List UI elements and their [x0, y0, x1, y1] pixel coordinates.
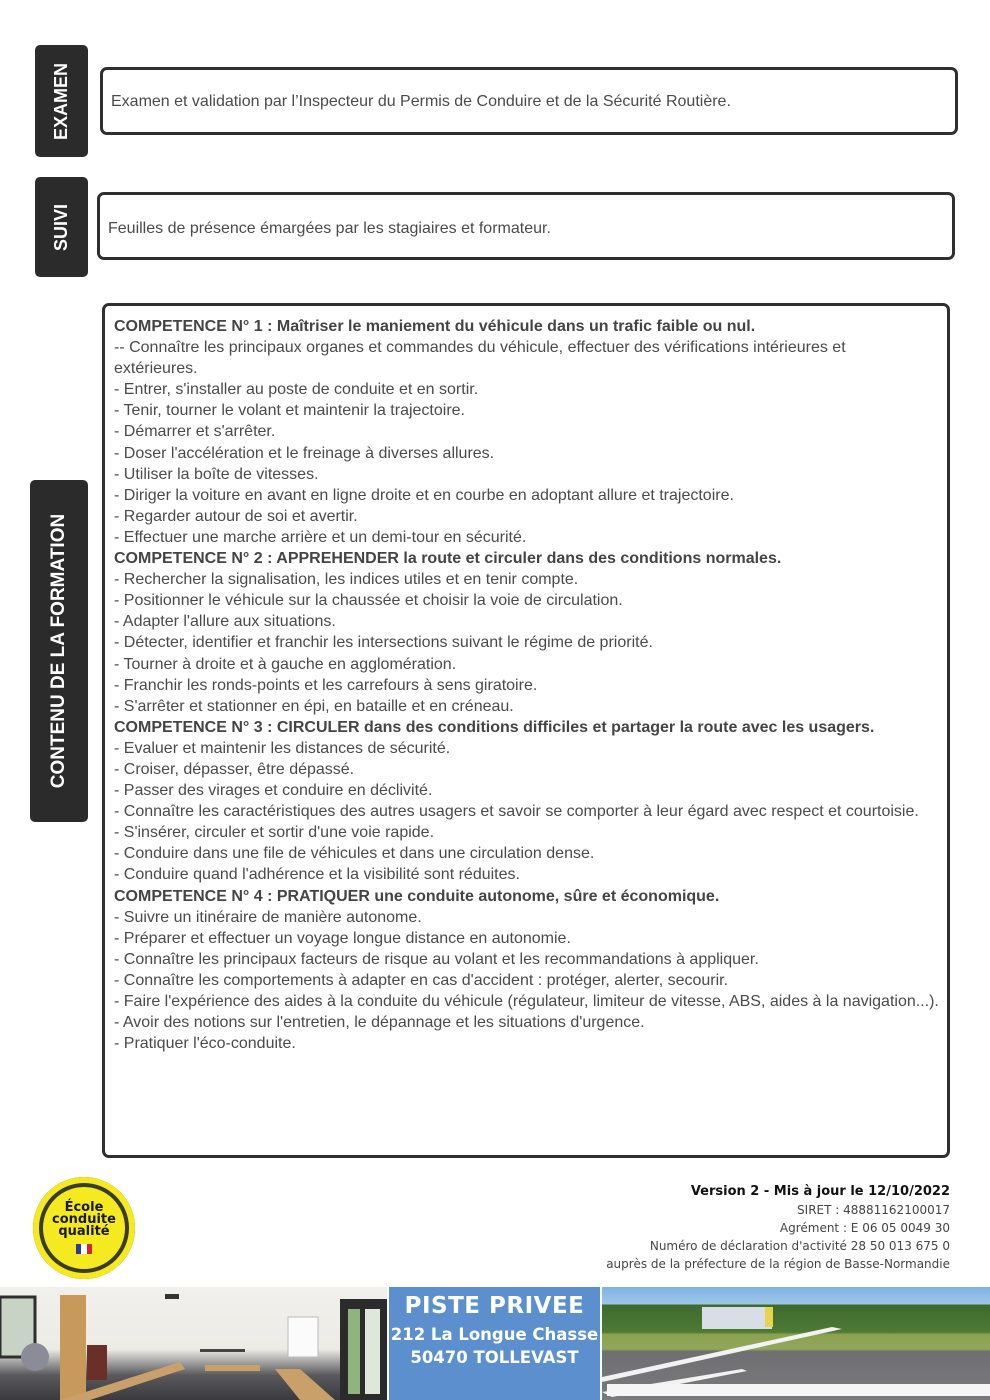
- competence-item: - Connaître les principaux facteurs de risque au volant et les recommandations à appliquer.: [114, 950, 759, 968]
- track-photo: [602, 1287, 990, 1400]
- competence-item: - Doser l'accélération et le freinage à diverses allures.: [114, 444, 495, 462]
- banner-title: PISTE PRIVEE: [404, 1293, 585, 1319]
- piste-privee-panel: [389, 1287, 600, 1400]
- competence-item: -- Connaître les principaux organes et commandes du véhicule, effectuer des vérifications intérieures et: [114, 339, 846, 357]
- competence-list: [114, 316, 939, 1054]
- version-text: Version 2 - Mis à jour le 12/10/2022: [690, 1184, 950, 1199]
- competence-item: - Conduire dans une file de véhicules et dans une circulation dense.: [114, 845, 595, 863]
- competence-item: - Préparer et effectuer un voyage longue distance en autonomie.: [114, 929, 571, 947]
- suivi-box: [97, 192, 955, 260]
- competence-item: - Connaître les caractéristiques des autres usagers et savoir se comporter à leur égard avec respect et courtoisie.: [114, 803, 919, 821]
- competence-item: - Tenir, tourner le volant et maintenir la trajectoire.: [114, 402, 465, 420]
- track-illustration: [602, 1287, 990, 1400]
- competence-heading: COMPETENCE N° 4 : PRATIQUER une conduite autonome, sûre et économique.: [114, 887, 720, 905]
- prefecture-text: auprès de la préfecture de la région de Basse-Normandie: [606, 1257, 950, 1271]
- examen-box: [100, 67, 958, 135]
- siret-text: SIRET : 48881162100017: [797, 1203, 950, 1217]
- agrement-text: Agrément : E 06 05 0049 30: [779, 1221, 950, 1235]
- competence-item: - Regarder autour de soi et avertir.: [114, 507, 358, 525]
- competence-item: - Adapter l'allure aux situations.: [114, 613, 336, 631]
- competence-item: - Suivre un itinéraire de manière autonome.: [114, 908, 422, 926]
- banner-address-line2: 50470 TOLLEVAST: [410, 1348, 579, 1367]
- classroom-illustration: [0, 1287, 387, 1400]
- competence-heading: COMPETENCE N° 2 : APPREHENDER la route et circuler dans des conditions normales.: [114, 550, 782, 568]
- competence-item: - S'insérer, circuler et sortir d'une voie rapide.: [114, 824, 435, 842]
- competence-item: - Conduire quand l'adhérence et la visibilité sont réduites.: [114, 866, 520, 884]
- banner-address-line1: 212 La Longue Chasse: [390, 1325, 599, 1344]
- competence-item: - Rechercher la signalisation, les indices utiles et en tenir compte.: [114, 571, 579, 589]
- competence-item: - Croiser, dépasser, être dépassé.: [114, 760, 355, 778]
- competence-item: - Passer des virages et conduire en déclivité.: [114, 782, 433, 800]
- contenu-side-label: [30, 480, 88, 822]
- competence-item: - Franchir les ronds-points et les carrefours à sens giratoire.: [114, 676, 538, 694]
- competence-item: - Entrer, s'installer au poste de conduite et en sortir.: [114, 381, 479, 399]
- competence-item: - Positionner le véhicule sur la chaussée et choisir la voie de circulation.: [114, 592, 623, 610]
- declaration-text: Numéro de déclaration d'activité 28 50 013 675 0: [649, 1239, 950, 1253]
- examen-text: Examen et validation par l’Inspecteur du Permis de Conduire et de la Sécurité Routière.: [111, 93, 731, 110]
- competence-heading: COMPETENCE N° 3 : CIRCULER dans des conditions difficiles et partager la route avec les usagers.: [114, 718, 875, 736]
- examen-side-label: [35, 45, 88, 157]
- french-flag-icon: [76, 1244, 92, 1254]
- photo-banner: [0, 1287, 990, 1400]
- competence-heading: COMPETENCE N° 1 : Maîtriser le maniement du véhicule dans un trafic faible ou nul.: [114, 318, 756, 335]
- competence-item: - Pratiquer l'éco-conduite.: [114, 1035, 296, 1053]
- competence-item: - Démarrer et s'arrêter.: [114, 423, 276, 441]
- competence-item: - Effectuer une marche arrière et un demi-tour en sécurité.: [114, 528, 527, 546]
- competence-item: - Détecter, identifier et franchir les intersections suivant le régime de priorité.: [114, 634, 653, 652]
- competence-item: - S'arrêter et stationner en épi, en bataille et en créneau.: [114, 697, 514, 715]
- competence-item: - Utiliser la boîte de vitesses.: [114, 465, 319, 483]
- suivi-side-label: [35, 177, 88, 277]
- examen-label: EXAMEN: [51, 62, 72, 140]
- competence-item: - Avoir des notions sur l'entretien, le dépannage et les situations d'urgence.: [114, 1014, 645, 1032]
- competence-item: - Faire l'expérience des aides à la conduite du véhicule (régulateur, limiteur de vitesse, ABS, aides à la navigation...).: [114, 993, 939, 1010]
- contenu-label: CONTENU DE LA FORMATION: [48, 513, 69, 789]
- competence-item: - Connaître les comportements à adapter en cas d'accident : protéger, alerter, secourir.: [114, 971, 729, 989]
- competence-item: extérieures.: [114, 360, 198, 378]
- classroom-photo: [0, 1287, 387, 1400]
- competence-item: - Tourner à droite et à gauche en agglomération.: [114, 655, 457, 673]
- competence-item: - Evaluer et maintenir les distances de sécurité.: [114, 739, 451, 757]
- competence-item: - Diriger la voiture en avant en ligne droite et en courbe en adoptant allure et trajectoire.: [114, 486, 734, 504]
- ecole-conduite-qualite-badge: [33, 1177, 135, 1279]
- badge-title: École conduite qualité: [52, 1200, 116, 1239]
- footer-info: [606, 1183, 950, 1273]
- contenu-box: [102, 303, 950, 1158]
- suivi-label: SUIVI: [50, 203, 71, 251]
- suivi-text: Feuilles de présence émargées par les stagiaires et formateur.: [108, 220, 551, 237]
